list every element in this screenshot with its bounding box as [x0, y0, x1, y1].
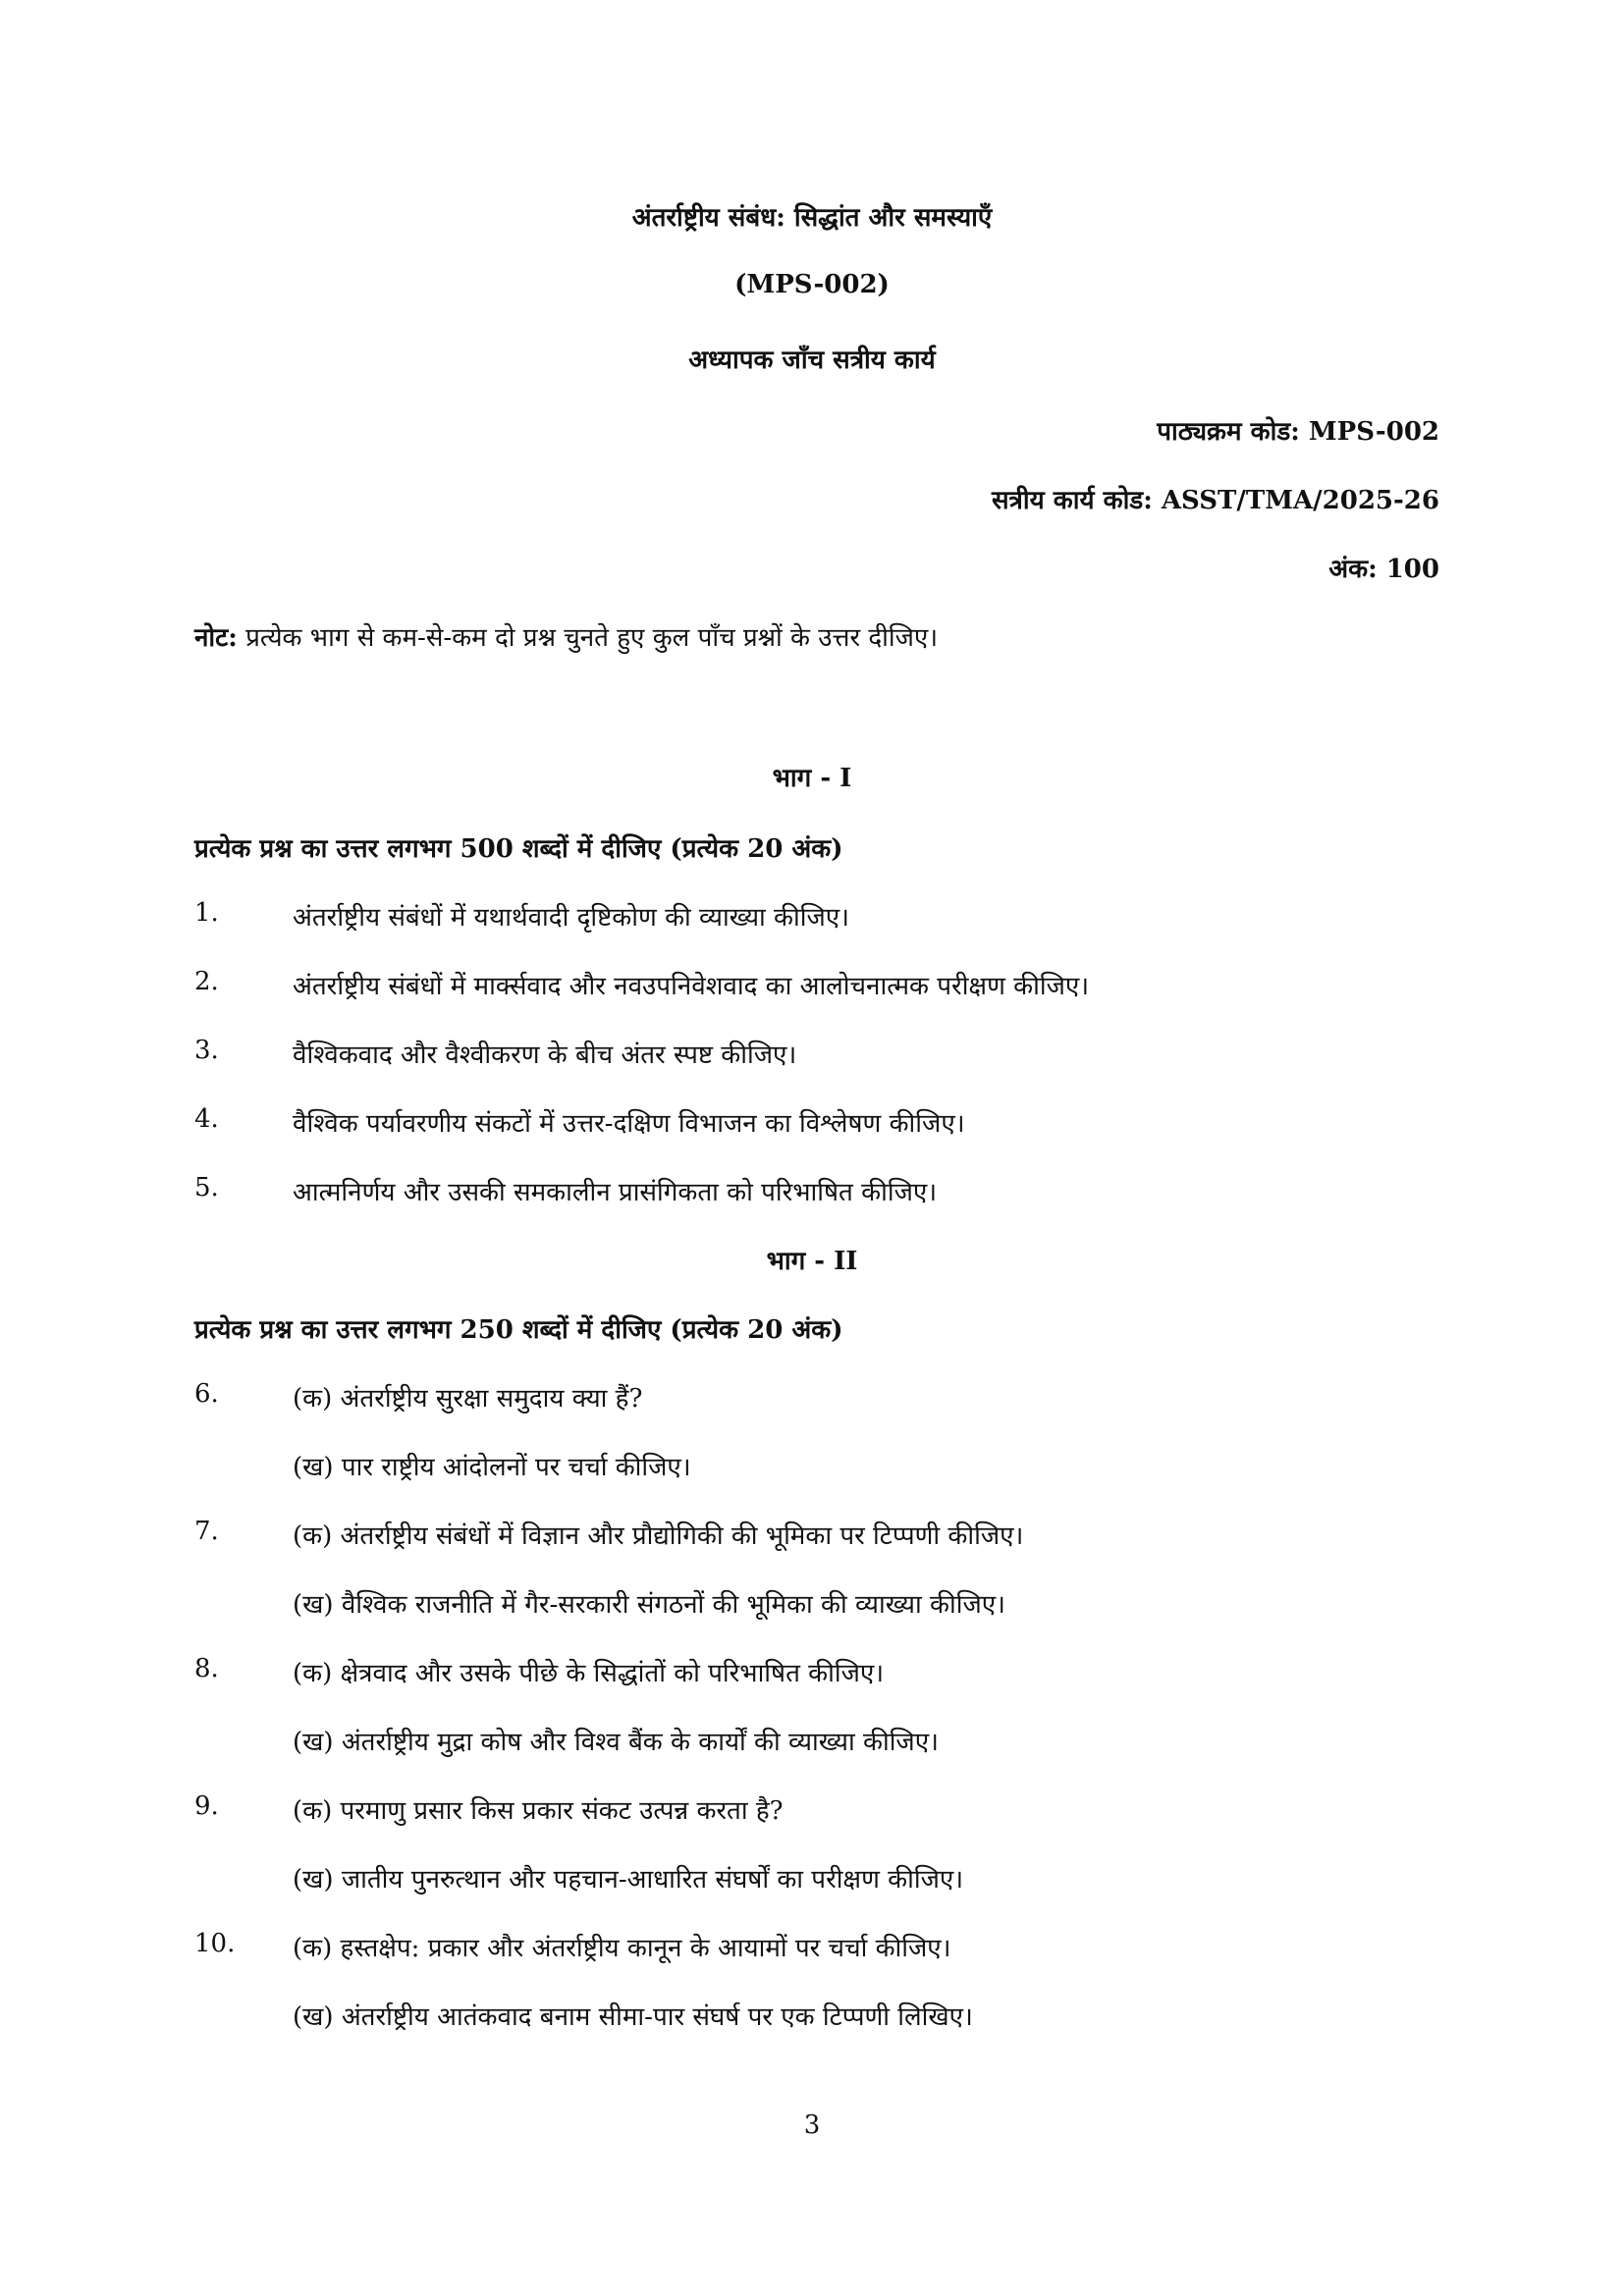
assignment-code: सत्रीय कार्य कोड: ASST/TMA/2025-26: [991, 486, 1439, 515]
question-part-b: (ख) अंतर्राष्ट्रीय आतंकवाद बनाम सीमा-पार संघर्ष पर एक टिप्पणी लिखिए।: [293, 2002, 973, 2032]
part-1-heading: भाग - I: [772, 764, 852, 793]
question-row: [0, 1517, 1624, 1556]
question-part-b: (ख) वैश्विक राजनीति में गैर-सरकारी संगठनों की भूमिका की व्याख्या कीजिए।: [293, 1590, 1005, 1620]
note-label: नोट:: [194, 623, 238, 653]
part-2-heading: भाग - II: [766, 1247, 858, 1276]
question-row: [0, 1448, 1624, 1487]
note: [194, 618, 938, 654]
question-row: [0, 1036, 1624, 1075]
question-row: [0, 1860, 1624, 1899]
part-2-instruction: प्रत्येक प्रश्न का उत्तर लगभग 250 शब्दों में दीजिए (प्रत्येक 20 अंक): [194, 1315, 843, 1345]
question-part-b: (ख) जातीय पुनरुत्थान और पहचान-आधारित संघर्षों का परीक्षण कीजिए।: [293, 1865, 964, 1895]
question-number: 6.: [194, 1379, 219, 1409]
question-row: [0, 898, 1624, 937]
question-number: 4.: [194, 1104, 219, 1134]
document-title: अंतर्राष्ट्रीय संबंध: सिद्धांत और समस्याएँ: [631, 203, 993, 233]
course-code-heading: (MPS-002): [734, 270, 890, 299]
question-text: अंतर्राष्ट्रीय संबंधों में मार्क्सवाद और नवउपनिवेशवाद का आलोचनात्मक परीक्षण कीजिए।: [293, 972, 1090, 1001]
note-text: प्रत्येक भाग से कम-से-कम दो प्रश्न चुनते हुए कुल पाँच प्रश्नों के उत्तर दीजिए।: [237, 623, 939, 653]
question-row: [0, 1104, 1624, 1144]
question-part-a: (क) अंतर्राष्ट्रीय संबंधों में विज्ञान और प्रौद्योगिकी की भूमिका पर टिप्पणी कीजिए।: [293, 1522, 1024, 1551]
question-text: वैश्विकवाद और वैश्वीकरण के बीच अंतर स्पष्ट कीजिए।: [293, 1041, 797, 1070]
page-number: 3: [803, 2110, 821, 2140]
question-text: वैश्विक पर्यावरणीय संकटों में उत्तर-दक्षिण विभाजन का विश्लेषण कीजिए।: [293, 1109, 965, 1139]
question-number: 3.: [194, 1036, 219, 1065]
question-row: [0, 1173, 1624, 1212]
total-marks: अंक: 100: [1328, 555, 1439, 584]
part-1-instruction: प्रत्येक प्रश्न का उत्तर लगभग 500 शब्दों में दीजिए (प्रत्येक 20 अंक): [194, 834, 843, 864]
question-number: 7.: [194, 1517, 219, 1546]
question-text: आत्मनिर्णय और उसकी समकालीन प्रासंगिकता को परिभाषित कीजिए।: [293, 1178, 938, 1207]
question-part-b: (ख) पार राष्ट्रीय आंदोलनों पर चर्चा कीजिए।: [293, 1453, 691, 1482]
question-row: [0, 1723, 1624, 1762]
question-number: 5.: [194, 1173, 219, 1202]
question-part-a: (क) हस्तक्षेप: प्रकार और अंतर्राष्ट्रीय कानून के आयामों पर चर्चा कीजिए।: [293, 1934, 951, 1963]
course-code: पाठ्यक्रम कोड: MPS-002: [1157, 417, 1439, 447]
question-number: 1.: [194, 898, 219, 928]
question-part-a: (क) क्षेत्रवाद और उसके पीछे के सिद्धांतों को परिभाषित कीजिए।: [293, 1659, 885, 1688]
question-row: [0, 1929, 1624, 1968]
question-row: [0, 1654, 1624, 1693]
question-row: [0, 1998, 1624, 2037]
question-row: [0, 1585, 1624, 1625]
question-number: 2.: [194, 967, 219, 996]
question-number: 10.: [194, 1929, 236, 1958]
document-subtitle: अध्यापक जाँच सत्रीय कार्य: [688, 346, 936, 375]
question-text: अंतर्राष्ट्रीय संबंधों में यथार्थवादी दृष्टिकोण की व्याख्या कीजिए।: [293, 903, 849, 933]
question-row: [0, 1791, 1624, 1831]
question-part-b: (ख) अंतर्राष्ट्रीय मुद्रा कोष और विश्व बैंक के कार्यों की व्याख्या कीजिए।: [293, 1728, 939, 1757]
question-part-a: (क) परमाणु प्रसार किस प्रकार संकट उत्पन्न करता है?: [293, 1796, 784, 1826]
question-row: [0, 967, 1624, 1006]
question-row: [0, 1379, 1624, 1418]
question-number: 9.: [194, 1791, 219, 1821]
question-number: 8.: [194, 1654, 219, 1683]
question-part-a: (क) अंतर्राष्ट्रीय सुरक्षा समुदाय क्या हैं?: [293, 1384, 643, 1414]
